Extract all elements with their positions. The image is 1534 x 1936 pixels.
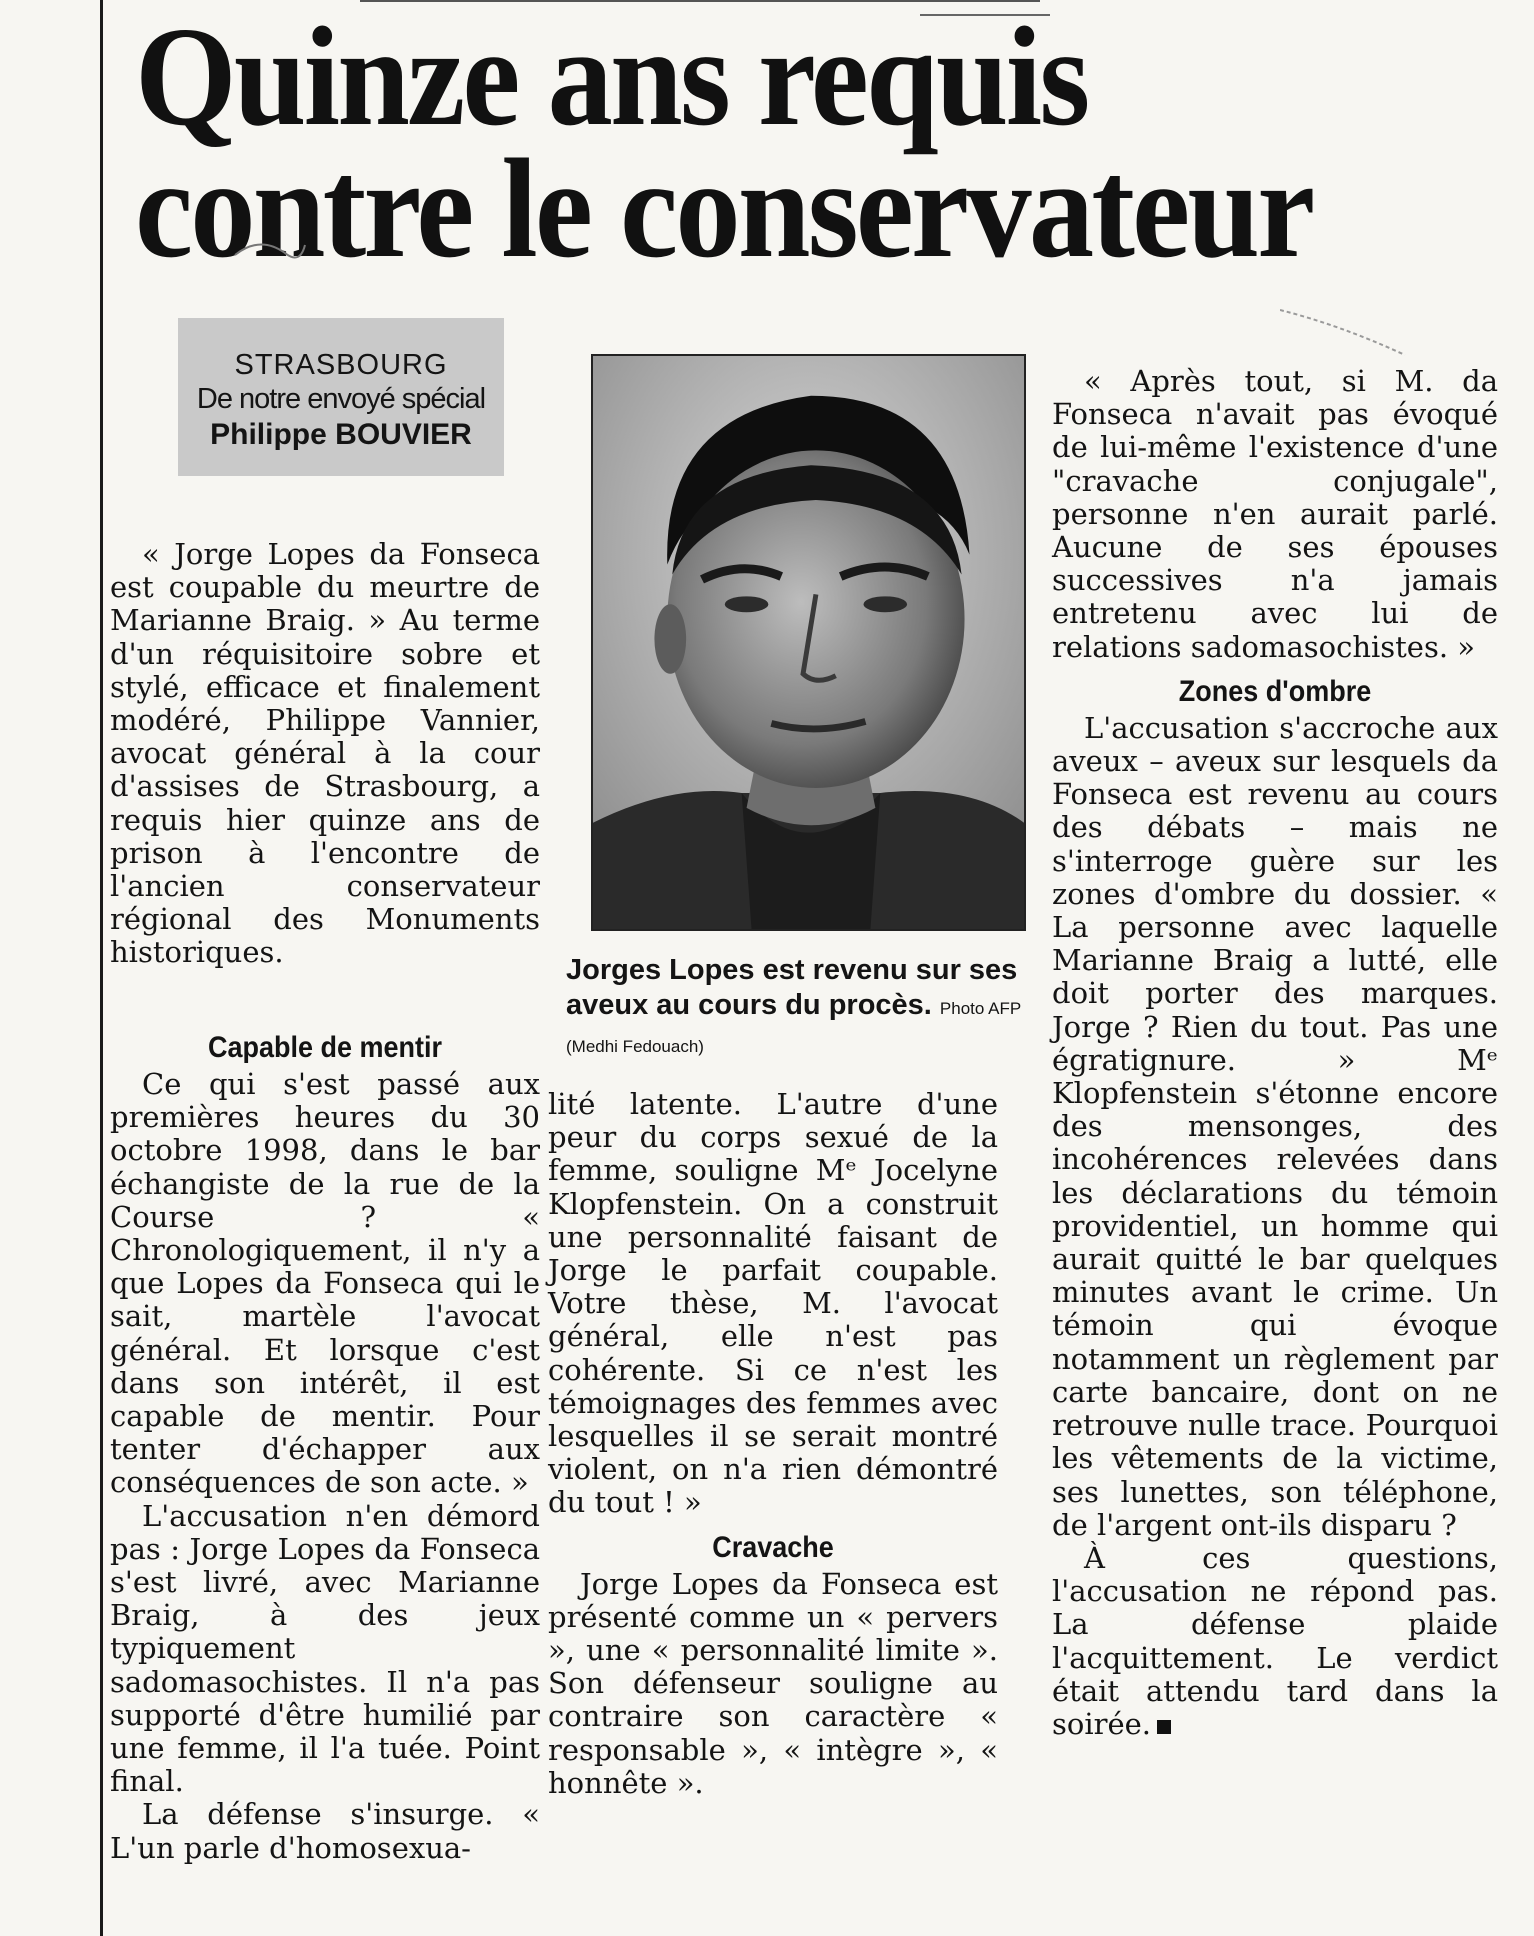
end-mark-icon (1157, 1720, 1171, 1734)
paragraph (1052, 1542, 1498, 1741)
paragraph: « Jorge Lopes da Fonseca est coupable du meurtre de Marianne Braig. » Au terme d'un réquisitoire sobre et stylé, efficace et finalement modéré, Philippe Vannier, avocat général à la cour d'assises de Strasbourg, a requis hier quinze ans de prison à l'encontre de l'ancien conservateur régional des Monuments historiques. (110, 537, 540, 970)
caption-text: Jorges Lopes est revenu sur ses aveux au cours du procès. (566, 954, 1018, 1021)
paragraph: L'accusation s'accroche aux aveux – aveux sur lesquels da Fonseca est revenu au cours des débats – mais ne s'interroge guère sur les zones d'ombre du dossier. « La personne avec laquelle Marianne Braig a lutté, elle doit porter des marques. Jorge ? Rien du tout. Pas une égratignure. » Mᵉ Klopfenstein s'étonne encore des mensonges, des incohérences relevées dans les déclarations du témoin providentiel, un homme qui aurait quitté le bar quelques minutes avant le crime. Un témoin qui évoque notamment un règlement par carte bancaire, dont on ne retrouve nulle trace. Pourquoi les vêtements de la victime, ses lunettes, son téléphone, de l'argent ont-ils disparu ? (1052, 710, 1498, 1542)
article-column-1-continued (110, 1020, 540, 1865)
subheading: Cravache (712, 1530, 834, 1564)
paragraph: Jorge Lopes da Fonseca est présenté comme un « pervers », une « personnalité limite ». Son défenseur souligne au contraire son caractère « responsable », « intègre », « honnête ». (548, 1566, 998, 1800)
article-column-1 (110, 538, 540, 970)
paragraph: Ce qui s'est passé aux premières heures du 30 octobre 1998, dans le bar échangiste de la rue de la Course ? « Chronologiquement, il n'y a que Lopes da Fonseca qui le sait, martèle l'avocat général. Et lorsque c'est dans son intérêt, il est capable de mentir. Pour tenter d'échapper aux conséquences de son acte. » (110, 1067, 540, 1500)
headline-line-1: Quinze ans requis (135, 0, 1088, 155)
photo-credit: Photo AFP (Medhi Fedouach) (566, 999, 1021, 1056)
paragraph: lité latente. L'autre d'une peur du corps sexué de la femme, souligne Mᵉ Jocelyne Klopfenstein. On a construit une personnalité faisant de Jorge le parfait coupable. Votre thèse, M. l'avocat général, elle n'est pas cohérente. Si ce n'est les témoignages des femmes avec lesquelles il se serait montré violent, on n'a rien démontré du tout ! » (548, 1087, 998, 1520)
scan-smudge (1280, 300, 1410, 360)
closing-text: À ces questions, l'accusation ne répond pas. La défense plaide l'acquittement. Le verdict était attendu tard dans la soirée. (1052, 1540, 1498, 1741)
headline-line-2: contre le conservateur (135, 129, 1313, 287)
portrait-image (593, 356, 1024, 929)
byline-author: Philippe BOUVIER (210, 418, 472, 451)
portrait-photo (591, 354, 1026, 931)
article-column-3 (1052, 365, 1498, 1741)
byline-role: De notre envoyé spécial (196, 383, 486, 415)
paragraph: La défense s'insurge. « L'un parle d'homosexua- (110, 1797, 540, 1865)
photo-caption (566, 953, 1036, 1064)
article-column-2 (548, 1088, 998, 1800)
column-rule (100, 0, 103, 1936)
subheading: Capable de mentir (207, 1031, 443, 1064)
byline-city: STRASBOURG (234, 349, 448, 381)
paragraph: « Après tout, si M. da Fonseca n'avait pas évoqué de lui-même l'existence d'une "cravache conjugale", personne n'en aurait parlé. Aucune de ses épouses successives n'a jamais entretenu avec lui de relations sadomasochistes. » (1052, 364, 1498, 664)
paragraph: L'accusation n'en démord pas : Jorge Lopes da Fonseca s'est livré, avec Marianne Braig, à des jeux typiquement sadomasochistes. Il n'a pas supporté d'être humilié par une femme, il l'a tuée. Point final. (110, 1498, 540, 1799)
subheading: Zones d'ombre (1178, 674, 1372, 708)
headline (135, 0, 1331, 287)
byline-box (178, 318, 504, 476)
